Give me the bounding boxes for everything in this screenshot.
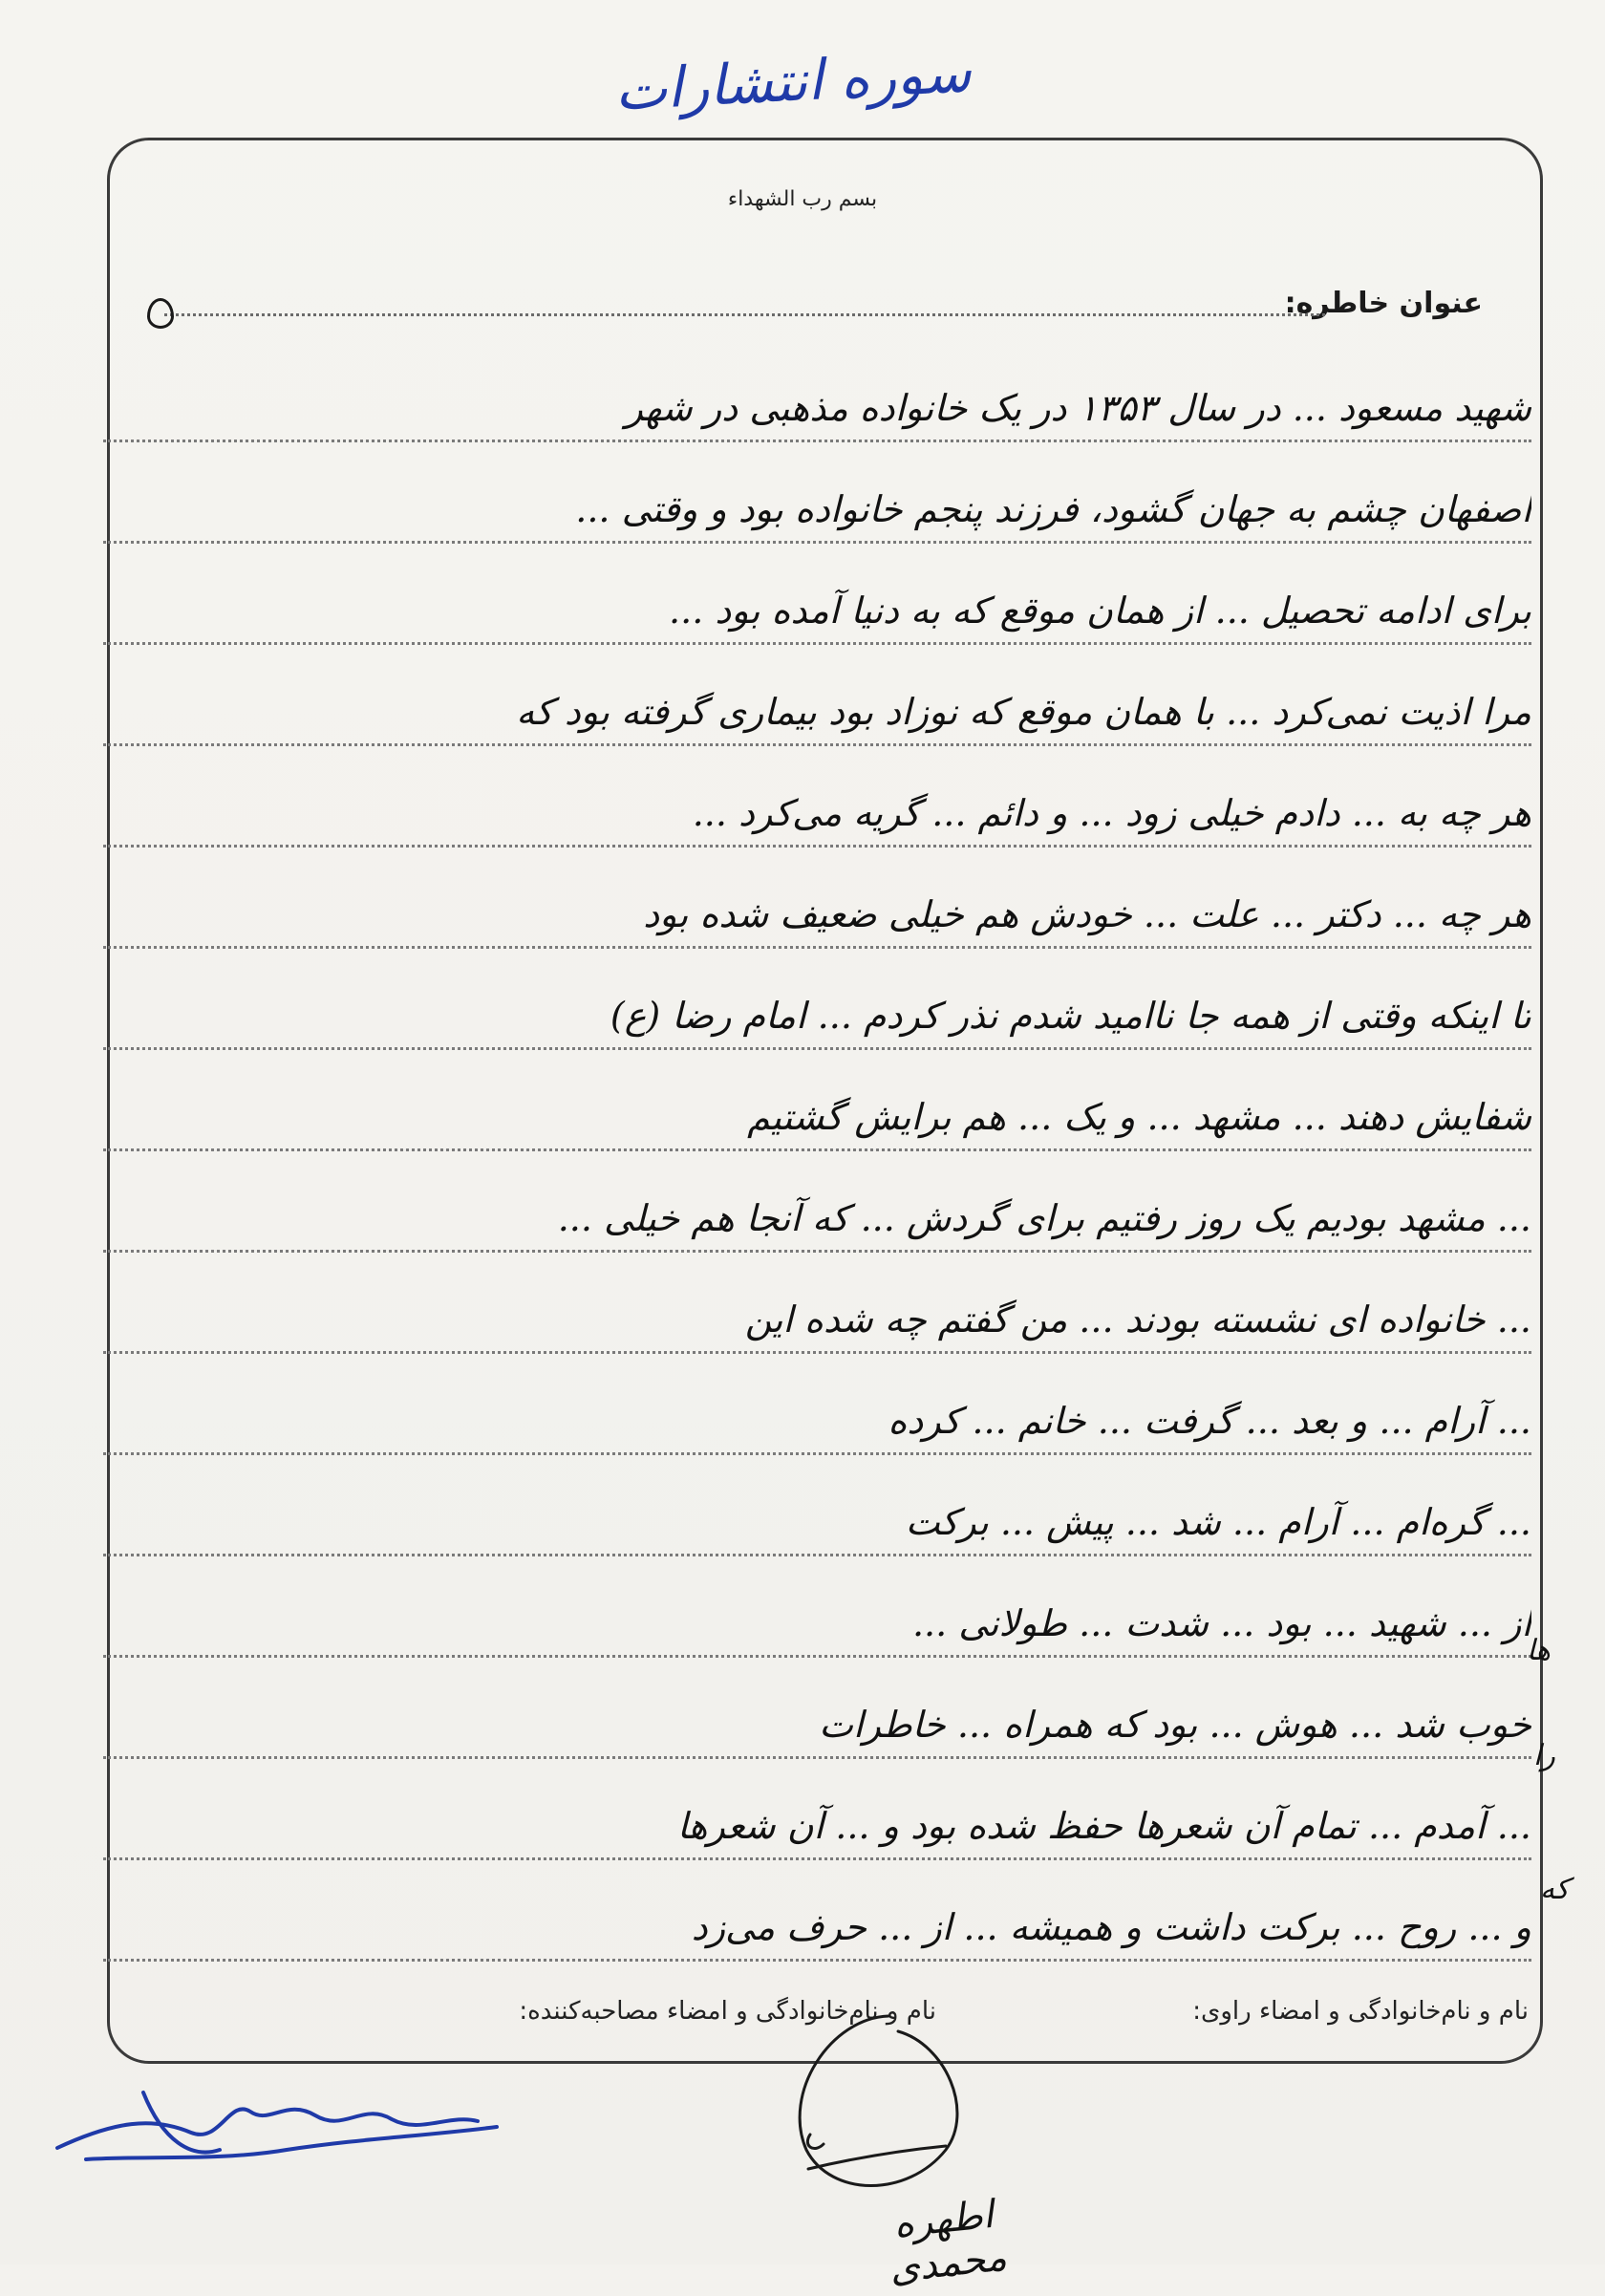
narrator-signature xyxy=(57,2092,497,2159)
memoir-line: و ... روح ... برکت داشت و همیشه ... از ... حرف می‌زد xyxy=(691,1906,1531,1948)
form-bismillah-heading: بسم رب الشهداء xyxy=(727,187,878,211)
narrator-signature-label: نام و نام‌خانوادگی و امضاء راوی: xyxy=(1192,1997,1529,2026)
memoir-line: از ... شهید ... بود ... شدت ... طولانی ... xyxy=(911,1602,1531,1644)
memoir-line: هر چه ... دکتر ... علت ... خودش هم خیلی ضعیف شده بود xyxy=(643,893,1531,935)
memoir-line: ... خانواده ای نشسته بودند ... من گفتم چه شده این xyxy=(744,1298,1531,1341)
memoir-line: ... مشهد بودیم یک روز رفتیم برای گردش ... که آنجا هم خیلی ... xyxy=(557,1197,1531,1239)
memoir-line: مرا اذیت نمی‌کرد ... با همان موقع که نوزاد بود بیماری گرفته بود که xyxy=(516,691,1531,733)
memoir-line: برای ادامه تحصیل ... از همان موقع که به دنیا آمده بود ... xyxy=(669,590,1531,632)
memoir-line: شهید مسعود ... در سال ۱۳۵۳ در یک خانواده مذهبی در شهر xyxy=(625,387,1531,429)
memoir-line: ... آرام ... و بعد ... گرفت ... خانم ... کرده xyxy=(888,1400,1531,1442)
memoir-line: تا اینکه وقتی از همه جا ناامید شدم نذر کردم ... امام رضا (ع) xyxy=(610,995,1531,1037)
memoir-line: هر چه به ... دادم خیلی زود ... و دائم ... گریه می‌کرد ... xyxy=(692,792,1531,834)
memoir-line: شفایش دهند ... مشهد ... و یک ... هم برایش گشتیم xyxy=(747,1096,1531,1138)
interviewer-signature xyxy=(800,2016,957,2186)
memoir-line: خوب شد ... هوش ... بود که همراه ... خاطرات xyxy=(819,1704,1531,1746)
memoir-title-label: عنوان خاطره: xyxy=(1284,287,1483,320)
margin-note: که xyxy=(1540,1873,1570,1906)
interviewer-handwritten-name: اطهره محمدی xyxy=(887,2192,1009,2292)
interviewer-signature-label: نام و نام‌خانوادگی و امضاء مصاحبه‌کننده: xyxy=(519,1997,936,2026)
margin-note: را xyxy=(1533,1739,1555,1772)
handwritten-header-note: سوره انتشارات xyxy=(612,39,974,123)
memoir-line: ... آمدم ... تمام آن شعرها حفظ شده بود و ... آن شعرها xyxy=(676,1805,1531,1847)
memoir-line: اصفهان چشم به جهان گشود، فرزند پنجم خانواده بود و وقتی ... xyxy=(575,488,1531,530)
margin-note: ها xyxy=(1527,1634,1551,1667)
memoir-line: ... گره‌ام ... آرام ... شد ... پیش ... برکت xyxy=(905,1501,1531,1543)
